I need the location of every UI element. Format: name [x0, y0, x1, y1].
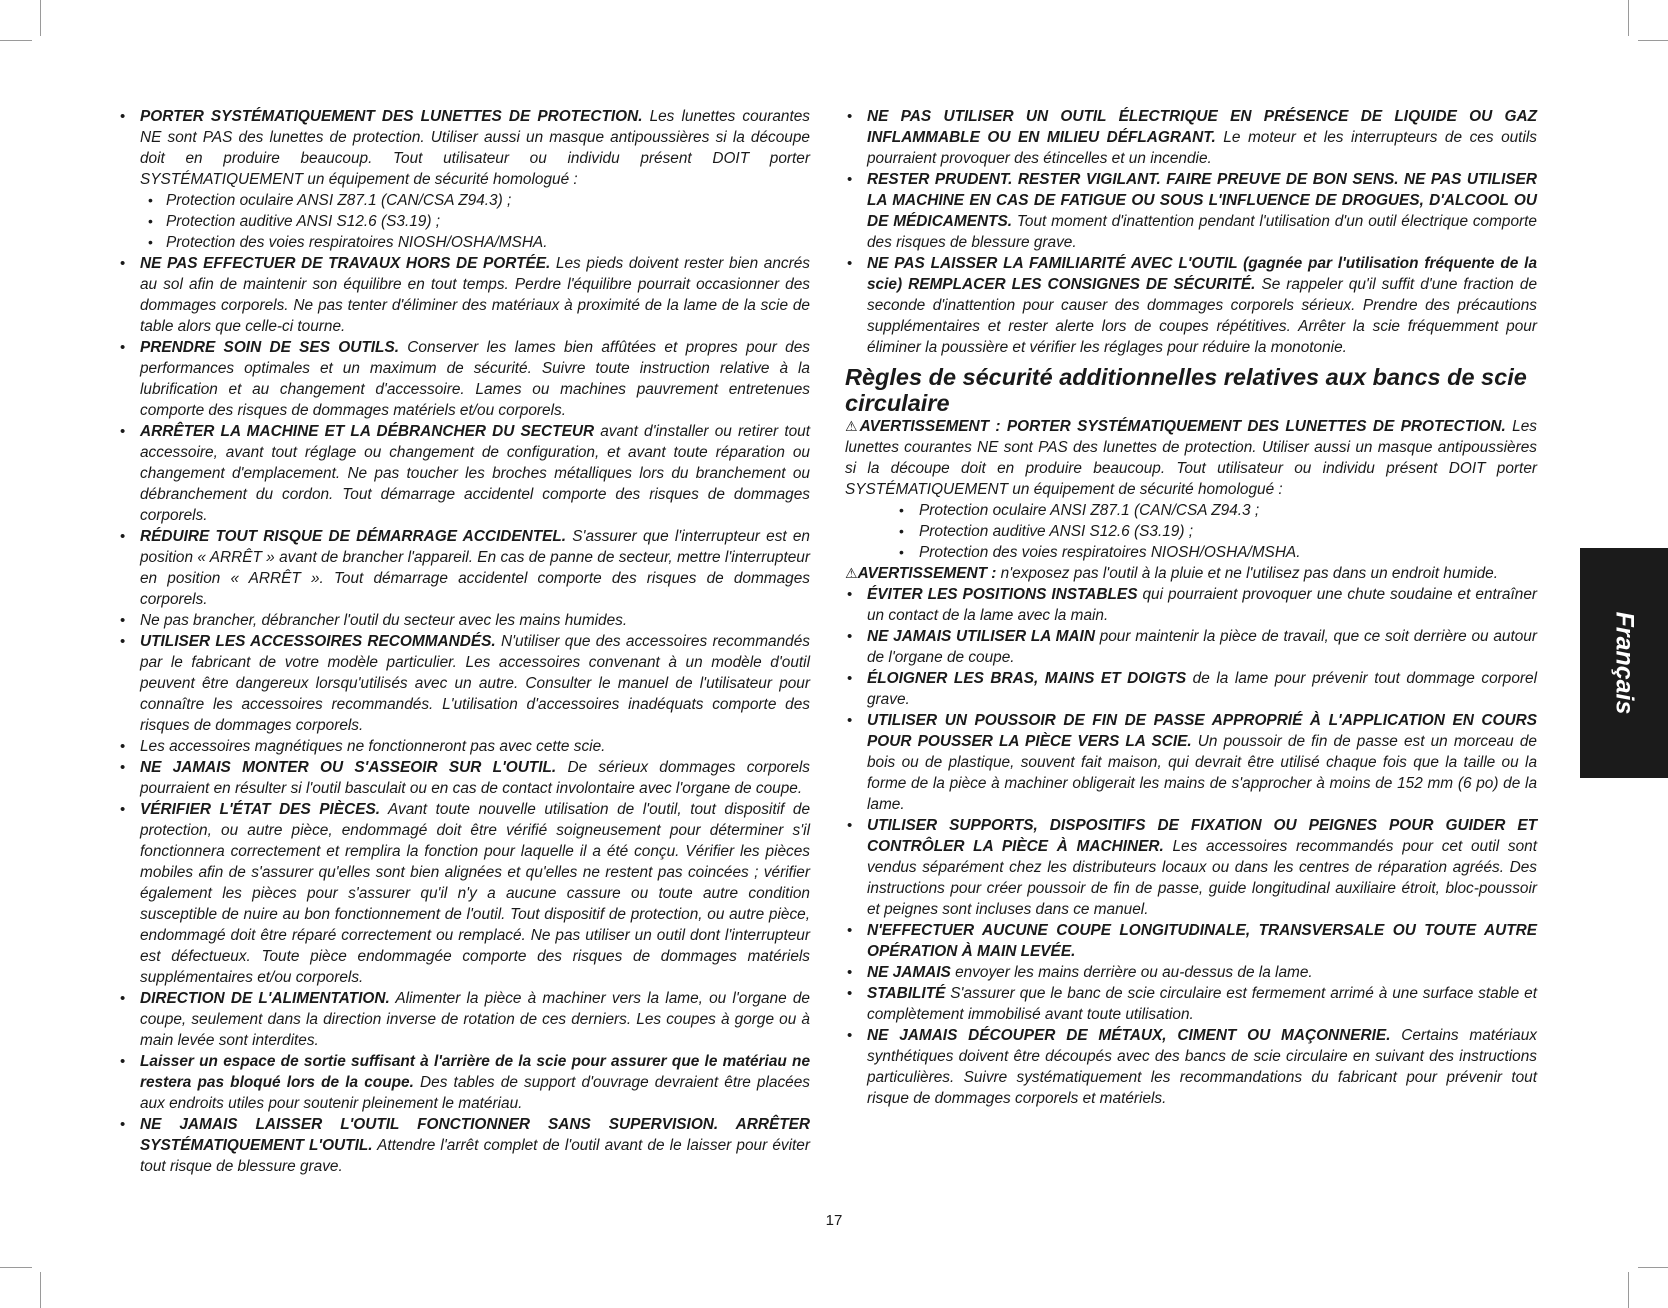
- right-column: [845, 106, 1537, 1109]
- crop-mark: [1638, 1267, 1668, 1268]
- crop-mark: [1628, 1272, 1629, 1308]
- crop-mark: [40, 0, 41, 36]
- safety-rule: • STABILITÉ S'assurer que le banc de scie circulaire est fermement arrimé à une surface stable et complètement immobilisé avant toute utilisation.: [845, 983, 1537, 1025]
- safety-rule: • NE JAMAIS envoyer les mains derrière ou au-dessus de la lame.: [845, 962, 1537, 983]
- safety-rule: • UTILISER SUPPORTS, DISPOSITIFS DE FIXATION OU PEIGNES POUR GUIDER ET CONTRÔLER LA PIÈCE À MACHINER. Les accessoires recommandés pour cet outil sont vendus séparément chez les distributeurs locaux ou dans les centres de réparation agréés. Des instructions pour créer poussoir de fin de passe, guide longitudinal auxiliaire étroit, bloc-poussoir et peignes sont incluses dans ce manuel.: [845, 815, 1537, 920]
- safety-rule: • Ne pas brancher, débrancher l'outil du secteur avec les mains humides.: [118, 610, 810, 631]
- safety-rule: • DIRECTION DE L'ALIMENTATION. Alimenter la pièce à machiner vers la lame, ou l'organe de coupe, seulement dans la direction inverse de rotation de ces derniers. Les coupes à gorge ou à main levée sont interdites.: [118, 988, 810, 1051]
- safety-rule: • NE PAS UTILISER UN OUTIL ÉLECTRIQUE EN PRÉSENCE DE LIQUIDE OU GAZ INFLAMMABLE OU EN MILIEU DÉFLAGRANT. Le moteur et les interrupteurs de ces outils pourraient provoquer des étincelles et un incendie.: [845, 106, 1537, 169]
- crop-mark: [0, 1267, 32, 1268]
- safety-rule: • NE JAMAIS UTILISER LA MAIN pour maintenir la pièce de travail, que ce soit derrière ou autour de l'organe de coupe.: [845, 626, 1537, 668]
- page-number: 17: [825, 1212, 843, 1229]
- warning-paragraph: ⚠AVERTISSEMENT : n'exposez pas l'outil à la pluie et ne l'utilisez pas dans un endroit humide.: [845, 565, 1499, 582]
- crop-mark: [1628, 0, 1629, 36]
- left-column: [118, 106, 810, 1177]
- safety-rule: • Les accessoires magnétiques ne fonctionneront pas avec cette scie.: [118, 736, 810, 757]
- section-heading: Règles de sécurité additionnelles relatives aux bancs de scie circulaire: [845, 364, 1527, 416]
- language-tab-label: Français: [1610, 611, 1639, 715]
- safety-rule: • NE JAMAIS MONTER OU S'ASSEOIR SUR L'OUTIL. De sérieux dommages corporels pourraient en résulter si l'outil basculait ou en cas de contact involontaire avec l'organe de coupe.: [118, 757, 810, 799]
- equipment-list-item: • Protection auditive ANSI S12.6 (S3.19) ;: [845, 521, 1537, 542]
- safety-rule: • NE PAS EFFECTUER DE TRAVAUX HORS DE PORTÉE. Les pieds doivent rester bien ancrés au sol afin de maintenir son équilibre en tout temps. Perdre l'équilibre pourrait occasionner des dommages corporels. Ne pas tenter d'éliminer des matériaux à proximité de la lame de la scie de table alors que celle-ci tourne.: [118, 253, 810, 337]
- safety-rule: • NE PAS LAISSER LA FAMILIARITÉ AVEC L'OUTIL (gagnée par l'utilisation fréquente de la scie) REMPLACER LES CONSIGNES DE SÉCURITÉ. Se rappeler qu'il suffit d'une fraction de seconde d'inattention pour causer des dommages corporels sérieux. Prendre des précautions supplémentaires et rester alerte lors de coupes répétitives. Arrêter la scie fréquemment pour éliminer la poussière et vérifier les réglages pour réduire la monotonie.: [845, 253, 1537, 358]
- language-tab: [1580, 548, 1668, 778]
- crop-mark: [1638, 40, 1668, 41]
- equipment-list-item: • Protection oculaire ANSI Z87.1 (CAN/CSA Z94.3 ;: [845, 500, 1537, 521]
- equipment-list-item: • Protection oculaire ANSI Z87.1 (CAN/CSA Z94.3) ;: [118, 190, 810, 211]
- safety-rule: • ÉLOIGNER LES BRAS, MAINS ET DOIGTS de la lame pour prévenir tout dommage corporel grave.: [845, 668, 1537, 710]
- safety-rule: • RÉDUIRE TOUT RISQUE DE DÉMARRAGE ACCIDENTEL. S'assurer que l'interrupteur est en position « ARRÊT » avant de brancher l'appareil. En cas de panne de secteur, mettre l'interrupteur en position « ARRÊT ». Tout démarrage accidentel comporte des risques de dommages corporels.: [118, 526, 810, 610]
- crop-mark: [0, 40, 32, 41]
- equipment-list-item: • Protection auditive ANSI S12.6 (S3.19) ;: [118, 211, 810, 232]
- safety-rule: • PORTER SYSTÉMATIQUEMENT DES LUNETTES DE PROTECTION. Les lunettes courantes NE sont PAS des lunettes de protection. Utiliser aussi un masque antipoussières si la découpe doit en produire beaucoup. Tout utilisateur ou individu présent DOIT porter SYSTÉMATIQUEMENT un équipement de sécurité homologué :: [118, 106, 810, 190]
- safety-rule: • VÉRIFIER L'ÉTAT DES PIÈCES. Avant toute nouvelle utilisation de l'outil, tout dispositif de protection, ou autre pièce, endommagé doit être vérifié soigneusement pour déterminer s'il fonctionnera correctement et remplira la fonction pour laquelle il a été conçu. Vérifier les pièces mobiles afin de s'assurer qu'elles sont bien alignées et qu'elles ne restent pas coincées ; vérifier également les pièces pour s'assurer qu'il n'y a aucune cassure ou toute autre condition susceptible de nuire au bon fonctionnement de l'outil. Tout dispositif de protection, ou autre pièce, endommagé doit être réparé correctement ou remplacé. Ne pas utiliser un outil dont l'interrupteur est défectueux. Toute pièce endommagée comporte des risques de dommages matériels supplémentaires et/ou corporels.: [118, 799, 810, 988]
- safety-rule: • UTILISER UN POUSSOIR DE FIN DE PASSE APPROPRIÉ À L'APPLICATION EN COURS POUR POUSSER LA PIÈCE VERS LA SCIE. Un poussoir de fin de passe est un morceau de bois ou de plastique, souvent fait maison, qui devrait être utilisé chaque fois que la taille ou la forme de la pièce à machiner obligerait les mains de s'approcher à moins de 152 mm (6 po) de la lame.: [845, 710, 1537, 815]
- safety-rule: • Laisser un espace de sortie suffisant à l'arrière de la scie pour assurer que le matériau ne restera pas bloqué lors de la coupe. Des tables de support d'ouvrage devraient être placées aux endroits utiles pour soutenir pleinement le matériau.: [118, 1051, 810, 1114]
- safety-rule: • UTILISER LES ACCESSOIRES RECOMMANDÉS. N'utiliser que des accessoires recommandés par le fabricant de votre modèle particulier. Les accessoires convenant à un modèle d'outil peuvent être dangereux lorsqu'utilisés avec un autre. Consulter le manuel de l'utilisateur pour connaître les accessoires recommandés. L'utilisation d'accessoires inadéquats comporte des risques de dommages corporels.: [118, 631, 810, 736]
- equipment-list-item: • Protection des voies respiratoires NIOSH/OSHA/MSHA.: [845, 542, 1537, 563]
- safety-rule: • PRENDRE SOIN DE SES OUTILS. Conserver les lames bien affûtées et propres pour des performances optimales et un maximum de sécurité. Suivre toute instruction relative à la lubrification et au changement d'accessoire. Lames ou machines pauvrement entretenues comporte des risques de dommages matériels et/ou corporels.: [118, 337, 810, 421]
- safety-rule: • RESTER PRUDENT. RESTER VIGILANT. FAIRE PREUVE DE BON SENS. NE PAS UTILISER LA MACHINE EN CAS DE FATIGUE OU SOUS L'INFLUENCE DE DROGUES, D'ALCOOL OU DE MÉDICAMENTS. Tout moment d'inattention pendant l'utilisation d'un outil électrique comporte des risques de blessure grave.: [845, 169, 1537, 253]
- safety-rule: • NE JAMAIS DÉCOUPER DE MÉTAUX, CIMENT OU MAÇONNERIE. Certains matériaux synthétiques doivent être découpés avec des bancs de scie circulaire en suivant des instructions particulières. Suivre systématiquement les recommandations du fabricant pour prévenir tout risque de dommages corporels et matériels.: [845, 1025, 1537, 1109]
- equipment-list-item: • Protection des voies respiratoires NIOSH/OSHA/MSHA.: [118, 232, 810, 253]
- warning-paragraph: ⚠AVERTISSEMENT : PORTER SYSTÉMATIQUEMENT DES LUNETTES DE PROTECTION. Les lunettes courantes NE sont PAS des lunettes de protection. Utiliser aussi un masque antipoussières si la découpe doit en produire beaucoup. Tout utilisateur ou individu présent DOIT porter SYSTÉMATIQUEMENT un équipement de sécurité homologué :: [845, 418, 1537, 498]
- safety-rule: • N'EFFECTUER AUCUNE COUPE LONGITUDINALE, TRANSVERSALE OU TOUTE AUTRE OPÉRATION À MAIN LEVÉE.: [845, 920, 1537, 962]
- warning-triangle-icon: ⚠: [845, 418, 860, 434]
- warning-triangle-icon: ⚠: [845, 565, 858, 581]
- crop-mark: [40, 1272, 41, 1308]
- safety-rule: • NE JAMAIS LAISSER L'OUTIL FONCTIONNER SANS SUPERVISION. ARRÊTER SYSTÉMATIQUEMENT L'OUTIL. Attendre l'arrêt complet de l'outil avant de le laisser pour éviter tout risque de blessure grave.: [118, 1114, 810, 1177]
- safety-rule: • ARRÊTER LA MACHINE ET LA DÉBRANCHER DU SECTEUR avant d'installer ou retirer tout accessoire, avant tout réglage ou changement de configuration, et avant toute réparation ou changement d'emplacement. Ne pas toucher les broches métalliques lors du branchement ou débranchement du cordon. Tout démarrage accidentel comporte des risques de dommages corporels.: [118, 421, 810, 526]
- safety-rule: • ÉVITER LES POSITIONS INSTABLES qui pourraient provoquer une chute soudaine et entraîner un contact de la lame avec la main.: [845, 584, 1537, 626]
